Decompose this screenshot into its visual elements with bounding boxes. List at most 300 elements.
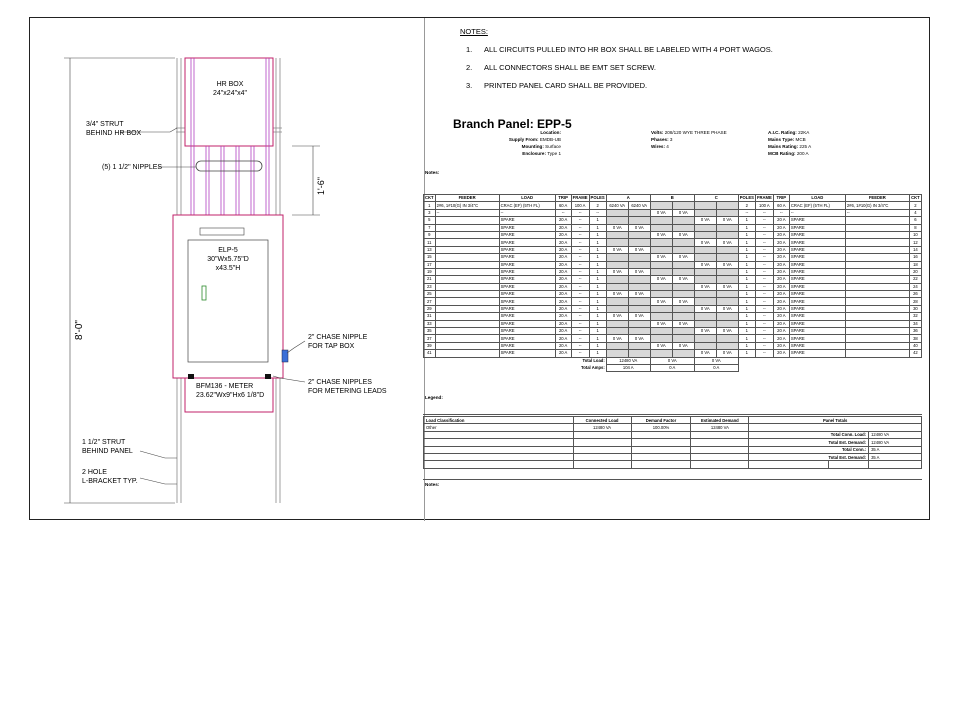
enclosure-value: Type 1 [547, 151, 561, 156]
pt-label: Total Est. Demand: [749, 439, 869, 446]
hr-box-name: HR BOX [216, 81, 244, 88]
feeder-right [845, 276, 909, 283]
panel-header-right [768, 129, 868, 157]
phase-c-1: 0 VA [694, 217, 716, 224]
poles-left: 1 [589, 342, 606, 349]
phase-b-2 [672, 305, 694, 312]
phase-c-1: 0 VA [694, 261, 716, 268]
col-ckt-r: CKT [911, 195, 920, 201]
drawing-sheet [29, 17, 930, 520]
phase-c-1 [694, 276, 716, 283]
note-item [466, 80, 773, 91]
lc-est-demand: 12480 VA [691, 424, 749, 431]
nipples-label: (5) 1 1/2" NIPPLES [102, 164, 163, 171]
poles-right: 1 [738, 291, 755, 298]
load-right: SPARE [789, 261, 845, 268]
frame-left: -- [571, 217, 589, 224]
elp-size-2: x43.5"H [215, 265, 241, 272]
frame-right: -- [755, 350, 773, 357]
wires-label: Wires: [651, 144, 665, 149]
phase-b-2: 0 VA [672, 276, 694, 283]
phase-b-1 [650, 224, 672, 231]
hr-box [185, 58, 273, 146]
meter-line1: BFM136 - METER [196, 383, 254, 390]
trip-right: 20 A [773, 268, 789, 275]
phase-b-2 [672, 268, 694, 275]
ckt-right: 42 [909, 350, 921, 357]
volts-value: 208/120 WYE THREE PHASE [664, 130, 727, 135]
load-right: SPARE [789, 313, 845, 320]
ckt-left: 5 [424, 217, 436, 224]
poles-left: 1 [589, 320, 606, 327]
load-right: SPARE [789, 328, 845, 335]
load-left: SPARE [499, 328, 555, 335]
frame-right: -- [755, 313, 773, 320]
ckt-left: 13 [424, 246, 436, 253]
phase-a-1 [606, 283, 628, 290]
trip-right: -- [773, 209, 789, 216]
pt-value: 12480 VA [869, 439, 922, 446]
bottom-notes-rule [423, 479, 922, 480]
panel-schedule [423, 114, 922, 514]
total-amps-b: 0 A [650, 364, 694, 371]
note-num: 3. [466, 81, 473, 90]
trip-left: 20 A [555, 231, 571, 238]
pt-value: 35 A [869, 453, 922, 460]
feeder-left [435, 276, 499, 283]
trip-right: 20 A [773, 276, 789, 283]
phase-c-2: 0 VA [716, 239, 738, 246]
phase-c-1 [694, 313, 716, 320]
phase-b-1 [650, 305, 672, 312]
phase-a-1: 0 VA [606, 224, 628, 231]
strut-top-line2: BEHIND HR BOX [86, 130, 142, 137]
frame-left: -- [571, 291, 589, 298]
phase-a-2 [628, 276, 650, 283]
ckt-left: 11 [424, 239, 436, 246]
phase-c-1: 0 VA [694, 350, 716, 357]
feeder-left [435, 239, 499, 246]
phase-c-1: 0 VA [694, 283, 716, 290]
load-left: SPARE [499, 298, 555, 305]
poles-right: 1 [738, 320, 755, 327]
trip-right: 60 A [773, 202, 789, 209]
strut-top-line1: 3/4" STRUT [86, 121, 124, 128]
total-load-spacer [738, 357, 921, 364]
phase-a-1: 0 VA [606, 268, 628, 275]
ckt-left: 39 [424, 342, 436, 349]
circuit-row [424, 246, 922, 253]
chase-meter-line2: FOR METERING LEADS [308, 388, 387, 395]
feeder-right [845, 261, 909, 268]
poles-right: 1 [738, 335, 755, 342]
phase-b-2 [672, 224, 694, 231]
frame-right: -- [755, 320, 773, 327]
lc-col-connected: Connected Load [573, 417, 631, 424]
poles-left: 2 [589, 202, 606, 209]
phase-a-1 [606, 350, 628, 357]
legend-rule [423, 414, 922, 415]
pt-label: Total Conn.: [749, 446, 869, 453]
frame-right: -- [755, 209, 773, 216]
load-right: SPARE [789, 342, 845, 349]
feeder-left [435, 320, 499, 327]
ckt-right: 4 [909, 209, 921, 216]
poles-right: 1 [738, 350, 755, 357]
poles-left: 1 [589, 231, 606, 238]
ckt-left: 19 [424, 268, 436, 275]
hr-box-size: 24"x24"x4" [213, 90, 247, 97]
frame-right: -- [755, 268, 773, 275]
poles-right: 1 [738, 276, 755, 283]
phase-a-1 [606, 209, 628, 216]
trip-right: 20 A [773, 224, 789, 231]
feeder-right [845, 254, 909, 261]
phase-a-2: 0 VA [628, 313, 650, 320]
feeder-right [845, 224, 909, 231]
phase-a-2: 0 VA [628, 224, 650, 231]
circuit-row [424, 268, 922, 275]
feeder-left: -- [435, 209, 499, 216]
frame-right: 100 A [755, 202, 773, 209]
col-poles: POLES [590, 195, 605, 201]
poles-right: 1 [738, 342, 755, 349]
phase-c-2 [716, 320, 738, 327]
ckt-left: 15 [424, 254, 436, 261]
load-class-table [423, 416, 922, 469]
phase-a-2 [628, 217, 650, 224]
total-load-label: Total Load: [582, 358, 605, 364]
circuit-row [424, 224, 922, 231]
ckt-right: 26 [909, 291, 921, 298]
total-amps-a: 104 A [606, 364, 650, 371]
dim-1-6: 1'-6" [316, 177, 326, 195]
phase-c-2 [716, 276, 738, 283]
panel-elp5 [173, 215, 283, 378]
supply-label: Supply From: [508, 137, 539, 142]
phase-c-2 [716, 342, 738, 349]
poles-left: 1 [589, 291, 606, 298]
col-phase-c: C [694, 195, 738, 202]
circuit-row [424, 261, 922, 268]
lc-class: Other [424, 424, 574, 431]
bracket-line1: 2 HOLE [82, 469, 107, 476]
note-item [466, 44, 773, 55]
circuit-table-body [424, 202, 922, 357]
phases-value: 3 [669, 137, 673, 142]
trip-left: 20 A [555, 328, 571, 335]
poles-left: 1 [589, 276, 606, 283]
load-class-header [424, 417, 922, 424]
feeder-left [435, 224, 499, 231]
lc-col-demand-factor: Demand Factor [631, 417, 691, 424]
phase-c-2: 0 VA [716, 261, 738, 268]
circuit-row [424, 202, 922, 209]
feeder-right [845, 328, 909, 335]
total-amps-row [424, 364, 922, 371]
phases-label: Phases: [651, 137, 669, 142]
phase-c-2 [716, 291, 738, 298]
ckt-left: 35 [424, 328, 436, 335]
feeder-right [845, 283, 909, 290]
ckt-right: 28 [909, 298, 921, 305]
poles-left: -- [589, 209, 606, 216]
phase-b-2 [672, 246, 694, 253]
feeder-right [845, 305, 909, 312]
trip-left: 20 A [555, 291, 571, 298]
chase-meter-line1: 2" CHASE NIPPLES [308, 379, 372, 386]
phase-b-1: 0 VA [650, 231, 672, 238]
frame-right: -- [755, 335, 773, 342]
trip-left: 60 A [555, 202, 571, 209]
poles-left: 1 [589, 254, 606, 261]
phase-c-1 [694, 335, 716, 342]
phase-a-1 [606, 231, 628, 238]
phase-a-1 [606, 261, 628, 268]
trip-right: 20 A [773, 261, 789, 268]
note-num: 2. [466, 63, 473, 72]
trip-left: 20 A [555, 276, 571, 283]
mounting-value: Surface [545, 144, 561, 149]
trip-left: 20 A [555, 217, 571, 224]
phase-a-1 [606, 305, 628, 312]
phase-c-2 [716, 335, 738, 342]
phase-b-2 [672, 261, 694, 268]
phase-c-1 [694, 202, 716, 209]
ckt-right: 32 [909, 313, 921, 320]
load-right: SPARE [789, 239, 845, 246]
strut-bottom-line1: 1 1/2" STRUT [82, 439, 126, 446]
trip-left: -- [555, 209, 571, 216]
lc-blank [749, 424, 922, 431]
frame-left: -- [571, 283, 589, 290]
frame-right: -- [755, 246, 773, 253]
poles-left: 1 [589, 305, 606, 312]
poles-right: 1 [738, 224, 755, 231]
frame-left: -- [571, 305, 589, 312]
elp-size-1: 30"Wx5.75"D [207, 256, 249, 263]
frame-right: -- [755, 283, 773, 290]
phase-c-2 [716, 224, 738, 231]
pt-label: Total Est. Demand: [749, 453, 869, 460]
ckt-right: 36 [909, 328, 921, 335]
phase-a-1 [606, 254, 628, 261]
pt-value: 12480 VA [869, 431, 922, 438]
phase-b-2: 0 VA [672, 231, 694, 238]
load-right: SPARE [789, 335, 845, 342]
load-left: SPARE [499, 342, 555, 349]
feeder-right [845, 313, 909, 320]
circuit-row [424, 231, 922, 238]
feeder-right [845, 298, 909, 305]
aic-label: A.I.C. Rating: [768, 130, 797, 135]
strut-top-label [86, 120, 141, 138]
frame-right: -- [755, 305, 773, 312]
trip-right: 20 A [773, 305, 789, 312]
ckt-right: 18 [909, 261, 921, 268]
trip-left: 20 A [555, 239, 571, 246]
feeder-left [435, 231, 499, 238]
panel-total-row [424, 453, 922, 460]
phase-a-2: 0 VA [628, 246, 650, 253]
phase-a-1: 0 VA [606, 291, 628, 298]
panel-total-row [424, 431, 922, 438]
phase-b-1: 0 VA [650, 342, 672, 349]
phase-c-1 [694, 224, 716, 231]
phase-c-2 [716, 298, 738, 305]
trip-right: 20 A [773, 313, 789, 320]
phase-b-2 [672, 202, 694, 209]
feeder-right: -- [845, 209, 909, 216]
col-frame-r: FRAME [756, 195, 772, 201]
ckt-right: 10 [909, 231, 921, 238]
aic-value: 22KA [798, 130, 810, 135]
ckt-right: 22 [909, 276, 921, 283]
phase-b-2 [672, 283, 694, 290]
ckt-left: 9 [424, 231, 436, 238]
lc-connected: 12480 VA [573, 424, 631, 431]
load-right: SPARE [789, 283, 845, 290]
lc-demand-factor: 100.00% [631, 424, 691, 431]
poles-right: -- [738, 209, 755, 216]
chase-tap-line2: FOR TAP BOX [308, 343, 355, 350]
mcb-label: MCB Rating: [768, 151, 796, 156]
load-left: CRAC (EF) (5TH FL) [499, 202, 555, 209]
frame-left: -- [571, 224, 589, 231]
phase-b-2: 0 VA [672, 342, 694, 349]
frame-left: -- [571, 268, 589, 275]
phase-b-2 [672, 291, 694, 298]
load-right: SPARE [789, 320, 845, 327]
load-right: SPARE [789, 231, 845, 238]
elevation-drawing [30, 18, 424, 521]
phase-c-1 [694, 231, 716, 238]
phase-a-2 [628, 209, 650, 216]
circuit-row [424, 313, 922, 320]
poles-right: 1 [738, 268, 755, 275]
circuit-row [424, 335, 922, 342]
phase-c-1 [694, 320, 716, 327]
poles-left: 1 [589, 313, 606, 320]
ckt-right: 20 [909, 268, 921, 275]
note-text: PRINTED PANEL CARD SHALL BE PROVIDED. [484, 81, 648, 90]
lc-col-class: Load Classification [424, 417, 574, 424]
frame-left: -- [571, 298, 589, 305]
phase-a-2 [628, 328, 650, 335]
load-left: SPARE [499, 239, 555, 246]
ckt-left: 31 [424, 313, 436, 320]
circuit-row [424, 305, 922, 312]
circuit-row [424, 291, 922, 298]
frame-left: -- [571, 276, 589, 283]
feeder-left [435, 335, 499, 342]
feeder-right [845, 231, 909, 238]
phase-b-1 [650, 335, 672, 342]
phase-b-2: 0 VA [672, 320, 694, 327]
feeder-right: 2#6, 1#10(G) IN 3/4"C [845, 202, 909, 209]
phase-b-1: 0 VA [650, 209, 672, 216]
phase-c-2 [716, 202, 738, 209]
poles-left: 1 [589, 268, 606, 275]
ckt-right: 16 [909, 254, 921, 261]
frame-left: -- [571, 313, 589, 320]
load-left: SPARE [499, 254, 555, 261]
meter-line2: 23.62"Wx9"Hx6 1/8"D [196, 392, 265, 399]
load-left: SPARE [499, 313, 555, 320]
phase-a-2: 0 VA [628, 268, 650, 275]
ckt-right: 24 [909, 283, 921, 290]
phase-b-2: 0 VA [672, 298, 694, 305]
frame-right: -- [755, 276, 773, 283]
phase-b-2 [672, 239, 694, 246]
trip-right: 20 A [773, 335, 789, 342]
feeder-right [845, 268, 909, 275]
trip-left: 20 A [555, 298, 571, 305]
phase-a-1: 0 VA [606, 313, 628, 320]
trip-left: 20 A [555, 350, 571, 357]
phase-b-1 [650, 291, 672, 298]
frame-left: -- [571, 254, 589, 261]
trip-left: 20 A [555, 320, 571, 327]
frame-right: -- [755, 254, 773, 261]
phase-a-2 [628, 320, 650, 327]
phase-c-2: 0 VA [716, 305, 738, 312]
phase-c-1: 0 VA [694, 239, 716, 246]
phase-a-2 [628, 342, 650, 349]
phase-b-1: 0 VA [650, 298, 672, 305]
feeder-right [845, 239, 909, 246]
chase-meter-label [308, 378, 387, 396]
feeder-right [845, 320, 909, 327]
poles-left: 1 [589, 335, 606, 342]
ckt-left: 3 [424, 209, 436, 216]
ckt-left: 41 [424, 350, 436, 357]
phase-a-2: 0 VA [628, 291, 650, 298]
feeder-right [845, 335, 909, 342]
note-text: ALL CIRCUITS PULLED INTO HR BOX SHALL BE LABELED WITH 4 PORT WAGOS. [484, 45, 773, 54]
frame-left: -- [571, 350, 589, 357]
phase-c-2: 0 VA [716, 217, 738, 224]
total-load-a: 12480 VA [606, 357, 650, 364]
phase-c-2: 0 VA [716, 350, 738, 357]
circuit-row [424, 283, 922, 290]
phase-b-1 [650, 313, 672, 320]
trip-right: 20 A [773, 246, 789, 253]
phase-a-2 [628, 261, 650, 268]
phase-b-1 [650, 261, 672, 268]
elp-label [200, 246, 256, 273]
phase-a-2 [628, 305, 650, 312]
poles-right: 1 [738, 231, 755, 238]
ckt-left: 27 [424, 298, 436, 305]
load-left: SPARE [499, 320, 555, 327]
strut-bottom-label [82, 438, 133, 456]
frame-left: -- [571, 328, 589, 335]
circuit-row [424, 276, 922, 283]
phase-a-2: 0 VA [628, 335, 650, 342]
phase-c-2 [716, 254, 738, 261]
phase-b-1 [650, 283, 672, 290]
phase-a-1: 0 VA [606, 246, 628, 253]
phase-b-1 [650, 246, 672, 253]
feeder-right [845, 342, 909, 349]
col-load: LOAD [499, 195, 555, 202]
volts-label: Volts: [651, 130, 664, 135]
frame-right: -- [755, 224, 773, 231]
phase-b-1 [650, 202, 672, 209]
phase-b-2: 0 VA [672, 209, 694, 216]
trip-right: 20 A [773, 298, 789, 305]
